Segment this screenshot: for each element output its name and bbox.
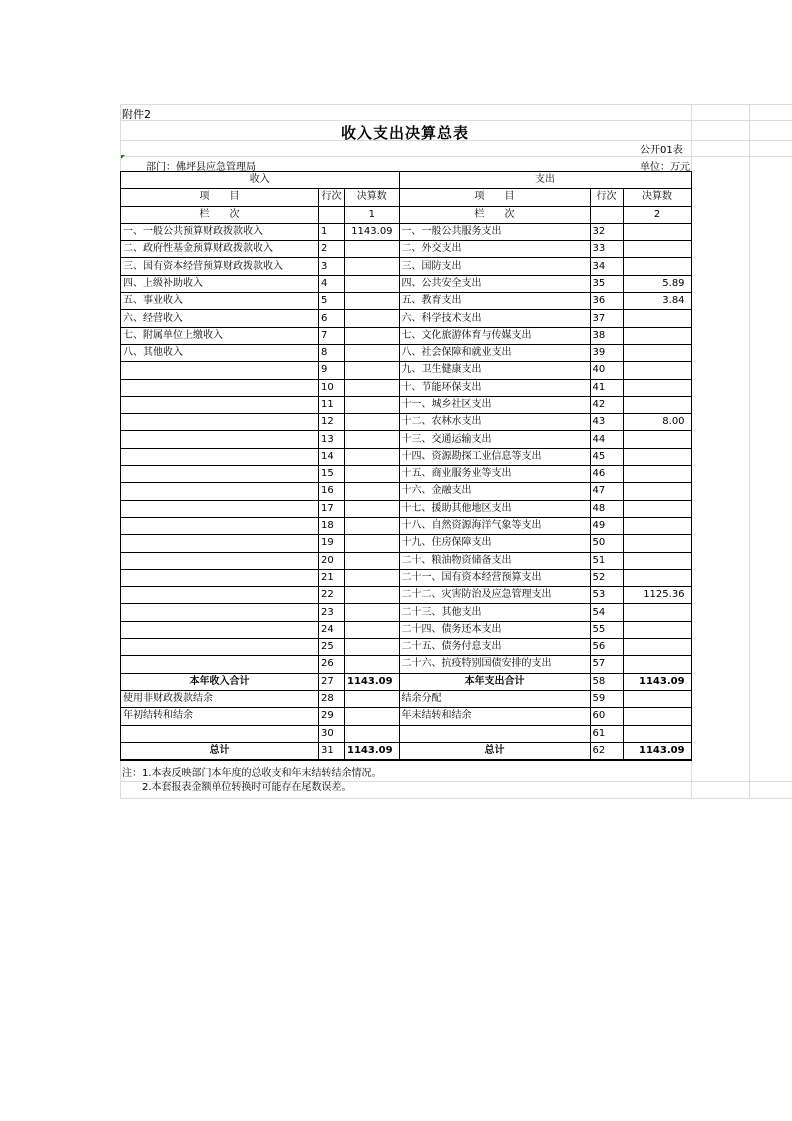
- income-item: 本年收入合计: [121, 673, 319, 690]
- empty-cell: [590, 206, 623, 223]
- income-line: 25: [319, 639, 345, 656]
- income-item: 五、事业收入: [121, 293, 319, 310]
- table-row: [121, 604, 692, 621]
- expense-item: 六、科学技术支出: [399, 310, 590, 327]
- expense-item: [399, 725, 590, 742]
- column-header-row: [121, 189, 692, 206]
- expense-amount: 1143.09: [623, 742, 691, 760]
- expense-line: 38: [590, 327, 623, 344]
- expense-line: 54: [590, 604, 623, 621]
- income-amount: [345, 500, 400, 517]
- table-row: [121, 639, 692, 656]
- expense-item: 三、国防支出: [399, 258, 590, 275]
- table-row: [121, 327, 692, 344]
- table-row: [121, 275, 692, 292]
- income-line: 22: [319, 587, 345, 604]
- expense-line: 33: [590, 241, 623, 258]
- expense-line: 39: [590, 344, 623, 361]
- table-row: [121, 483, 692, 500]
- table-row: [121, 725, 692, 742]
- expense-item: 十四、资源勘探工业信息等支出: [399, 448, 590, 465]
- income-line: 11: [319, 396, 345, 413]
- expense-line: 53: [590, 587, 623, 604]
- expense-line: 51: [590, 552, 623, 569]
- income-amount-header: 决算数: [345, 189, 400, 206]
- income-line: 7: [319, 327, 345, 344]
- table-row: [121, 293, 692, 310]
- expense-amount: [623, 483, 691, 500]
- income-item: [121, 552, 319, 569]
- expense-amount: [623, 379, 691, 396]
- table-row: [121, 431, 692, 448]
- gridline: [120, 120, 792, 121]
- expense-line: 49: [590, 517, 623, 534]
- income-section-header: 收入: [121, 172, 400, 189]
- expense-item: 十二、农林水支出: [399, 414, 590, 431]
- income-amount: [345, 690, 400, 707]
- expense-item: 二、外交支出: [399, 241, 590, 258]
- expense-amount: [623, 223, 691, 240]
- table-row: [121, 344, 692, 361]
- expense-line: 50: [590, 535, 623, 552]
- income-amount: [345, 258, 400, 275]
- table-row: [121, 466, 692, 483]
- income-line-header: 行次: [319, 189, 345, 206]
- income-line: 29: [319, 708, 345, 725]
- expense-amount: [623, 344, 691, 361]
- expense-line: 59: [590, 690, 623, 707]
- section-header-row: [121, 172, 692, 189]
- income-line: 15: [319, 466, 345, 483]
- expense-column-label: 栏 次: [399, 206, 590, 223]
- expense-item: 十八、自然资源海洋气象等支出: [399, 517, 590, 534]
- income-item: [121, 621, 319, 638]
- expense-line: 61: [590, 725, 623, 742]
- empty-cell: [319, 206, 345, 223]
- expense-line: 60: [590, 708, 623, 725]
- table-row: [121, 656, 692, 673]
- income-line: 9: [319, 362, 345, 379]
- income-amount: [345, 362, 400, 379]
- income-line: 26: [319, 656, 345, 673]
- expense-item: 二十五、债务付息支出: [399, 639, 590, 656]
- table-row: [121, 569, 692, 586]
- expense-amount: [623, 656, 691, 673]
- expense-item: 十九、住房保障支出: [399, 535, 590, 552]
- income-amount: [345, 396, 400, 413]
- expense-amount: 3.84: [623, 293, 691, 310]
- attachment-label: 附件2: [122, 108, 151, 121]
- expense-line: 41: [590, 379, 623, 396]
- income-item: [121, 396, 319, 413]
- income-line: 6: [319, 310, 345, 327]
- notes: [122, 767, 382, 795]
- income-item: 使用非财政拨款结余: [121, 690, 319, 707]
- expense-line: 35: [590, 275, 623, 292]
- income-amount: [345, 587, 400, 604]
- income-item: 三、国有资本经营预算财政拨款收入: [121, 258, 319, 275]
- expense-line: 32: [590, 223, 623, 240]
- income-amount: [345, 466, 400, 483]
- table-row: [121, 708, 692, 725]
- expense-section-header: 支出: [399, 172, 691, 189]
- expense-amount: 1125.36: [623, 587, 691, 604]
- income-item-header: 项 目: [121, 189, 319, 206]
- income-item: 六、经营收入: [121, 310, 319, 327]
- note-line-2: 2.本套报表金额单位转换时可能存在尾数误差。: [122, 782, 352, 793]
- income-item: [121, 448, 319, 465]
- gridline: [120, 156, 792, 157]
- table-row: [121, 535, 692, 552]
- expense-line: 47: [590, 483, 623, 500]
- department-label: 部门：佛坪县应急管理局: [146, 162, 256, 173]
- income-item: [121, 379, 319, 396]
- expense-item: 二十三、其他支出: [399, 604, 590, 621]
- expense-line: 45: [590, 448, 623, 465]
- income-amount: [345, 639, 400, 656]
- income-line: 18: [319, 517, 345, 534]
- income-amount: [345, 483, 400, 500]
- expense-item: 八、社会保障和就业支出: [399, 344, 590, 361]
- income-line: 13: [319, 431, 345, 448]
- expense-amount: [623, 466, 691, 483]
- expense-amount: [623, 241, 691, 258]
- income-line: 12: [319, 414, 345, 431]
- income-item: 年初结转和结余: [121, 708, 319, 725]
- expense-amount: [623, 310, 691, 327]
- expense-line: 58: [590, 673, 623, 690]
- income-item: [121, 431, 319, 448]
- table-row: [121, 241, 692, 258]
- form-code: 公开01表: [640, 145, 683, 156]
- income-amount: [345, 327, 400, 344]
- cell-comment-marker: [121, 155, 125, 159]
- expense-amount: [623, 690, 691, 707]
- expense-amount: 8.00: [623, 414, 691, 431]
- table-row: [121, 362, 692, 379]
- table-row: [121, 414, 692, 431]
- income-amount: [345, 656, 400, 673]
- table-row: [121, 690, 692, 707]
- subtotal-row: [121, 673, 692, 690]
- expense-amount: [623, 431, 691, 448]
- income-amount: [345, 552, 400, 569]
- expense-amount: [623, 535, 691, 552]
- expense-amount: [623, 725, 691, 742]
- table-row: [121, 621, 692, 638]
- income-amount: [345, 569, 400, 586]
- expense-amount: [623, 639, 691, 656]
- income-amount: [345, 293, 400, 310]
- income-line: 17: [319, 500, 345, 517]
- income-line: 21: [319, 569, 345, 586]
- table-row: [121, 310, 692, 327]
- income-amount: [345, 448, 400, 465]
- page-title: 收入支出决算总表: [340, 124, 469, 142]
- expense-amount: [623, 604, 691, 621]
- gridline: [120, 798, 792, 799]
- expense-amount: [623, 448, 691, 465]
- table-row: [121, 448, 692, 465]
- expense-item: 四、公共安全支出: [399, 275, 590, 292]
- income-amount: [345, 604, 400, 621]
- income-line: 30: [319, 725, 345, 742]
- expense-item: 本年支出合计: [399, 673, 590, 690]
- gridline: [749, 104, 750, 799]
- table-row: [121, 552, 692, 569]
- expense-item: 一、一般公共服务支出: [399, 223, 590, 240]
- income-item: [121, 414, 319, 431]
- gridline: [120, 104, 792, 105]
- expense-line: 55: [590, 621, 623, 638]
- expense-item: 十五、商业服务业等支出: [399, 466, 590, 483]
- expense-amount: [623, 517, 691, 534]
- expense-item: 二十四、债务还本支出: [399, 621, 590, 638]
- income-item: 七、附属单位上缴收入: [121, 327, 319, 344]
- expense-column-number: 2: [623, 206, 691, 223]
- income-item: [121, 656, 319, 673]
- income-item: [121, 535, 319, 552]
- expense-amount: [623, 258, 691, 275]
- expense-item: 十一、城乡社区支出: [399, 396, 590, 413]
- income-item: [121, 587, 319, 604]
- expense-item: 五、教育支出: [399, 293, 590, 310]
- expense-item: 总计: [399, 742, 590, 760]
- expense-amount: [623, 500, 691, 517]
- expense-line-header: 行次: [590, 189, 623, 206]
- expense-item: 二十、粮油物资储备支出: [399, 552, 590, 569]
- income-line: 24: [319, 621, 345, 638]
- income-item: [121, 483, 319, 500]
- income-amount: 1143.09: [345, 223, 400, 240]
- expense-item: 十、节能环保支出: [399, 379, 590, 396]
- expense-amount: [623, 327, 691, 344]
- income-item: 总计: [121, 742, 319, 760]
- expense-amount: 1143.09: [623, 673, 691, 690]
- income-line: 31: [319, 742, 345, 760]
- expense-amount-header: 决算数: [623, 189, 691, 206]
- expense-line: 43: [590, 414, 623, 431]
- income-amount: [345, 621, 400, 638]
- income-item: [121, 639, 319, 656]
- expense-line: 34: [590, 258, 623, 275]
- column-number-row: [121, 206, 692, 223]
- income-column-number: 1: [345, 206, 400, 223]
- expense-amount: [623, 569, 691, 586]
- income-amount: 1143.09: [345, 742, 400, 760]
- unit-label: 单位：万元: [640, 162, 690, 173]
- expense-line: 56: [590, 639, 623, 656]
- income-amount: [345, 275, 400, 292]
- income-line: 5: [319, 293, 345, 310]
- income-amount: [345, 535, 400, 552]
- income-item: [121, 362, 319, 379]
- income-line: 16: [319, 483, 345, 500]
- expense-item-header: 项 目: [399, 189, 590, 206]
- income-item: 八、其他收入: [121, 344, 319, 361]
- total-row: [121, 742, 692, 760]
- income-amount: [345, 431, 400, 448]
- income-line: 3: [319, 258, 345, 275]
- income-amount: 1143.09: [345, 673, 400, 690]
- expense-line: 62: [590, 742, 623, 760]
- income-line: 10: [319, 379, 345, 396]
- income-item: 一、一般公共预算财政拨款收入: [121, 223, 319, 240]
- income-item: [121, 466, 319, 483]
- income-amount: [345, 379, 400, 396]
- expense-line: 36: [590, 293, 623, 310]
- income-amount: [345, 708, 400, 725]
- expense-item: 年末结转和结余: [399, 708, 590, 725]
- income-line: 1: [319, 223, 345, 240]
- expense-line: 40: [590, 362, 623, 379]
- table-row: [121, 500, 692, 517]
- income-line: 23: [319, 604, 345, 621]
- expense-item: 十六、金融支出: [399, 483, 590, 500]
- table-row: [121, 587, 692, 604]
- expense-item: 十三、交通运输支出: [399, 431, 590, 448]
- expense-line: 44: [590, 431, 623, 448]
- income-item: [121, 517, 319, 534]
- income-line: 27: [319, 673, 345, 690]
- income-item: 二、政府性基金预算财政拨款收入: [121, 241, 319, 258]
- income-column-label: 栏 次: [121, 206, 319, 223]
- income-amount: [345, 344, 400, 361]
- income-line: 28: [319, 690, 345, 707]
- income-item: [121, 725, 319, 742]
- income-line: 14: [319, 448, 345, 465]
- income-amount: [345, 725, 400, 742]
- expense-amount: [623, 708, 691, 725]
- expense-amount: [623, 621, 691, 638]
- expense-amount: 5.89: [623, 275, 691, 292]
- income-amount: [345, 241, 400, 258]
- income-item: [121, 569, 319, 586]
- income-line: 19: [319, 535, 345, 552]
- income-amount: [345, 517, 400, 534]
- income-line: 8: [319, 344, 345, 361]
- expense-amount: [623, 362, 691, 379]
- expense-item: 九、卫生健康支出: [399, 362, 590, 379]
- expense-item: 二十二、灾害防治及应急管理支出: [399, 587, 590, 604]
- expense-line: 37: [590, 310, 623, 327]
- expense-line: 48: [590, 500, 623, 517]
- table-row: [121, 223, 692, 240]
- note-line-1: 注：1.本表反映部门本年度的总收支和年末结转结余情况。: [122, 768, 382, 779]
- expense-item: 十七、援助其他地区支出: [399, 500, 590, 517]
- expense-line: 52: [590, 569, 623, 586]
- expense-amount: [623, 396, 691, 413]
- expense-line: 42: [590, 396, 623, 413]
- expense-line: 57: [590, 656, 623, 673]
- income-amount: [345, 414, 400, 431]
- income-line: 2: [319, 241, 345, 258]
- table-row: [121, 379, 692, 396]
- expense-item: 七、文化旅游体育与传媒支出: [399, 327, 590, 344]
- table-row: [121, 258, 692, 275]
- expense-item: 二十六、抗疫特别国债安排的支出: [399, 656, 590, 673]
- expense-item: 二十一、国有资本经营预算支出: [399, 569, 590, 586]
- income-line: 20: [319, 552, 345, 569]
- income-item: 四、上级补助收入: [121, 275, 319, 292]
- table-row: [121, 396, 692, 413]
- income-amount: [345, 310, 400, 327]
- expense-amount: [623, 552, 691, 569]
- expense-line: 46: [590, 466, 623, 483]
- table-row: [121, 517, 692, 534]
- income-line: 4: [319, 275, 345, 292]
- income-item: [121, 500, 319, 517]
- income-item: [121, 604, 319, 621]
- income-expense-table: [120, 171, 692, 761]
- expense-item: 结余分配: [399, 690, 590, 707]
